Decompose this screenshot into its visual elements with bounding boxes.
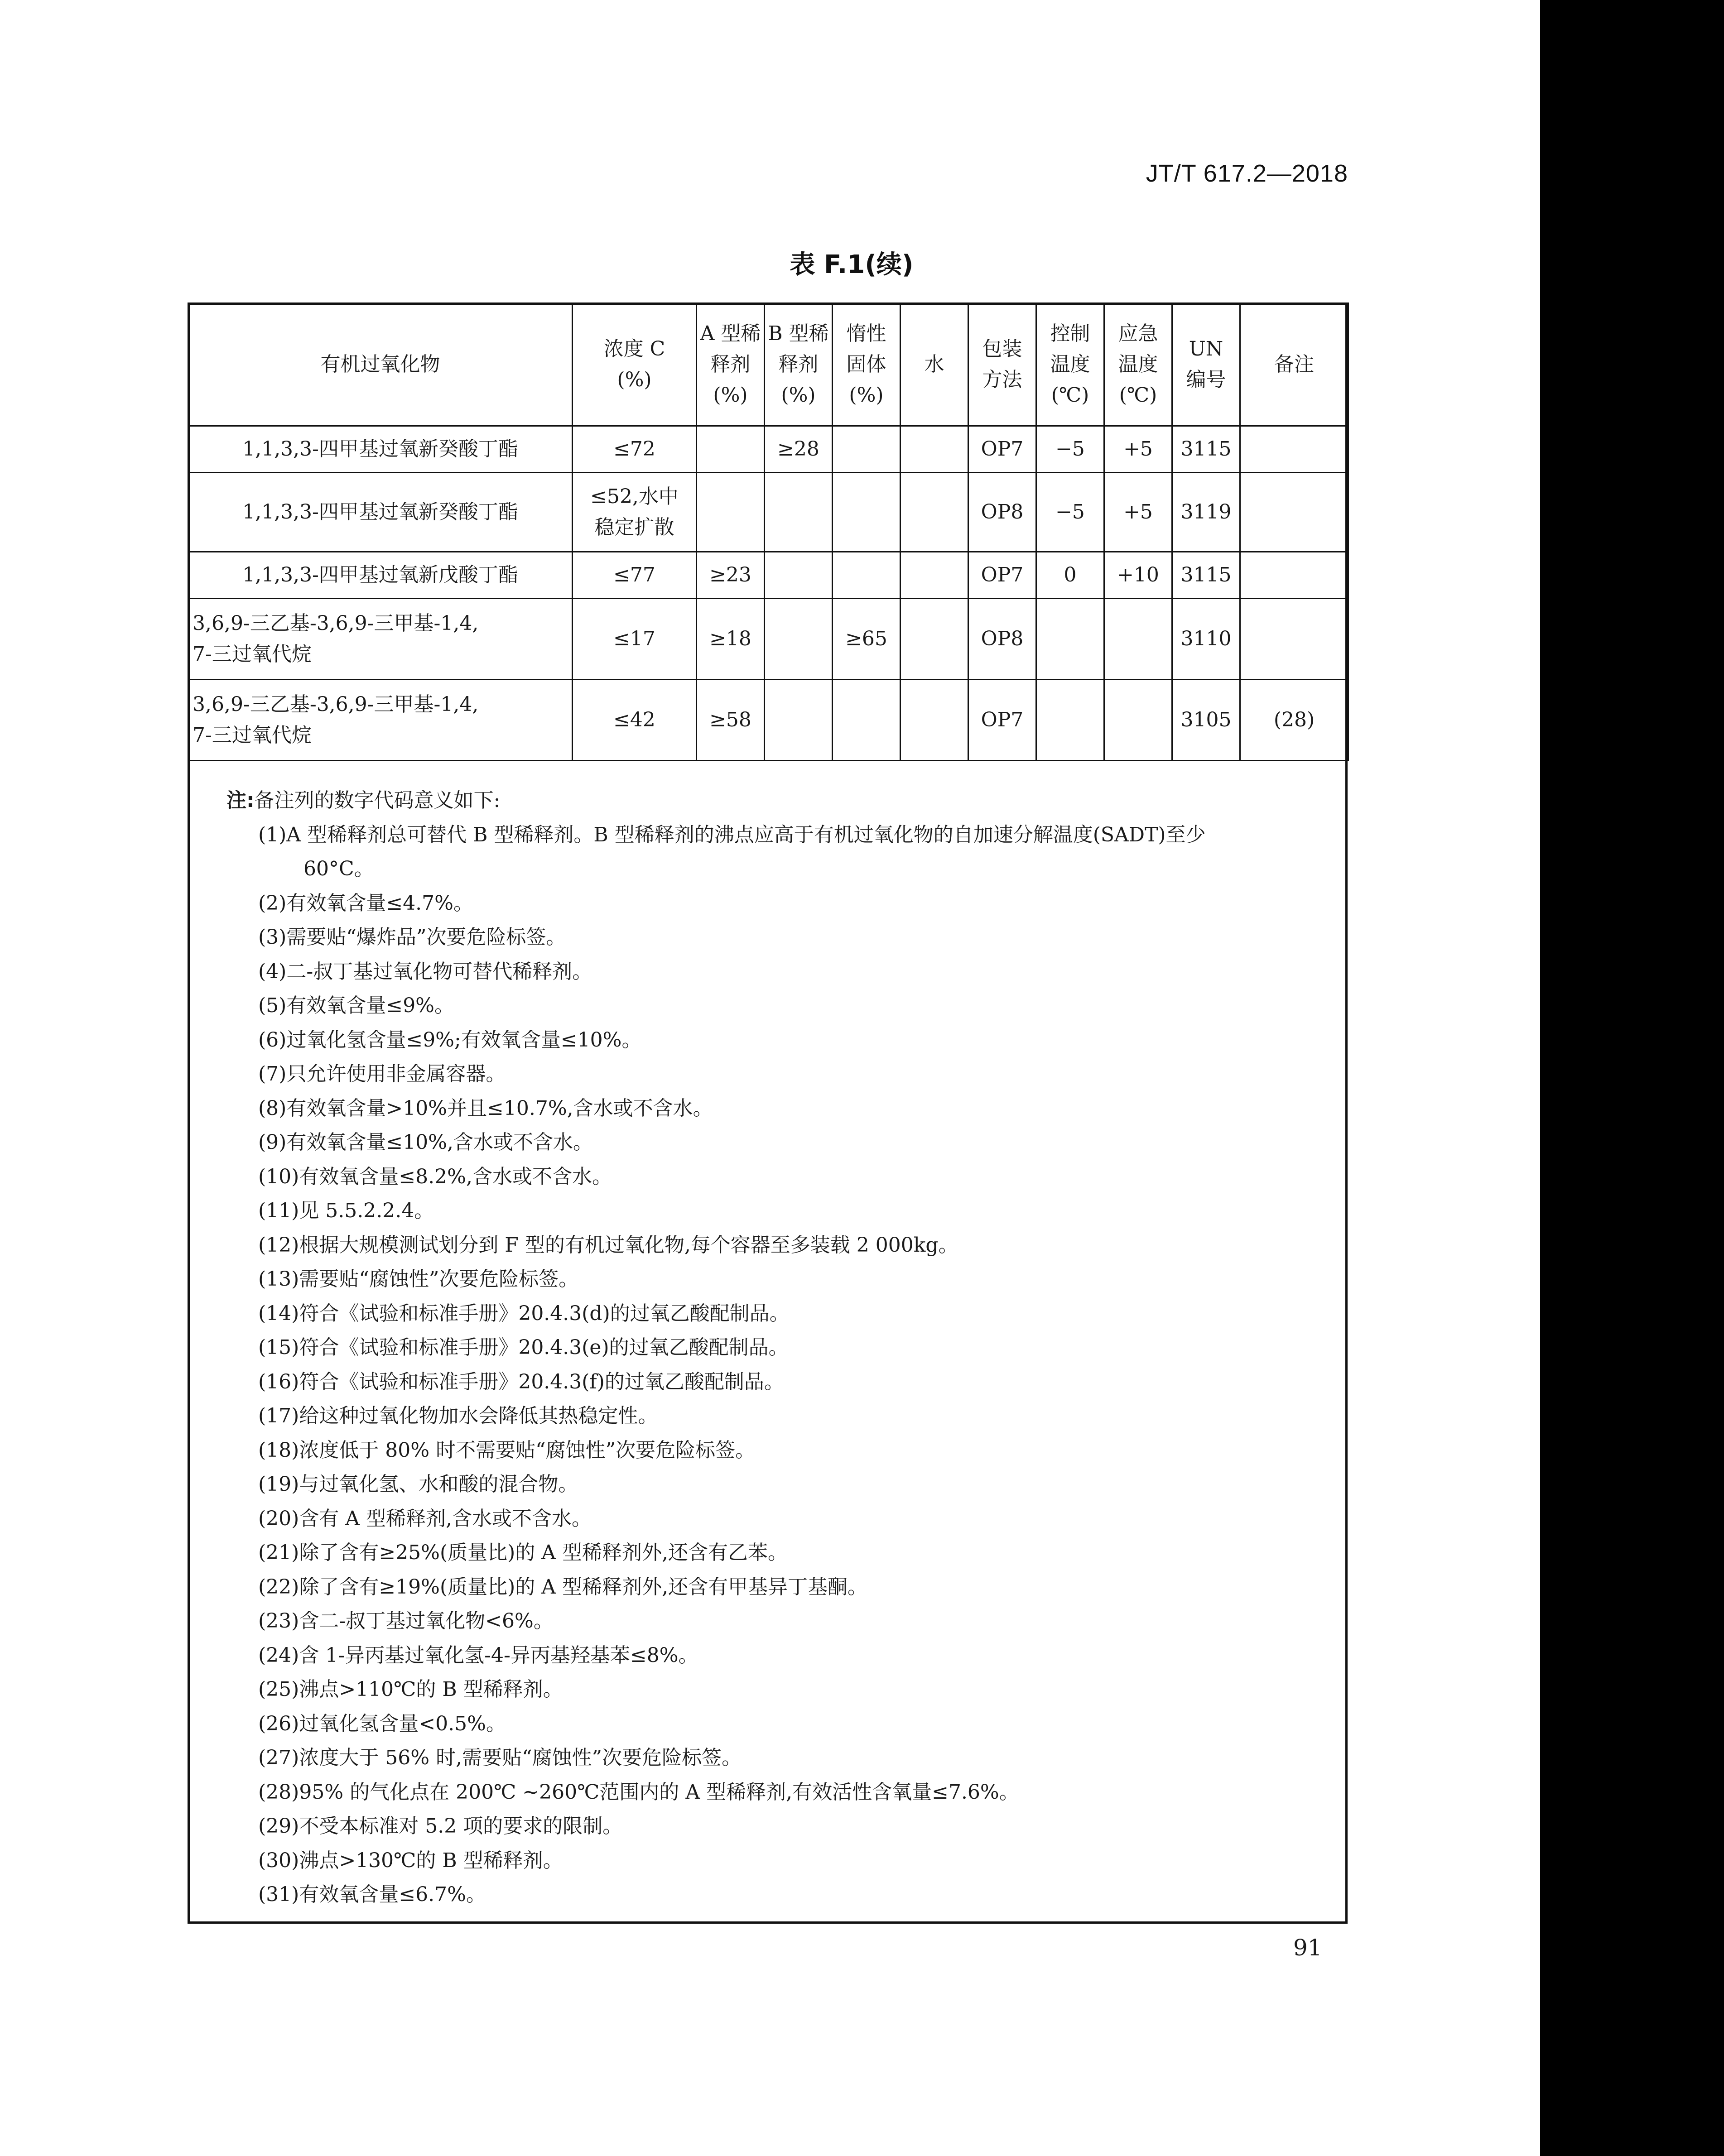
header-inert-solid-line: 惰性 [846,322,886,345]
cell-control-temp: −5 [1036,473,1104,552]
note-item: (21)除了含有≥25%(质量比)的 A 型稀释剂外,还含有乙苯。 [258,1541,788,1564]
header-diluent-b-line: (%) [781,384,816,407]
notes-header [226,783,1332,818]
note-item: (15)符合《试验和标准手册》20.4.3(e)的过氧乙酸配制品。 [258,1336,789,1359]
cell-inert-solid: ≥65 [833,599,901,680]
note-item: (29)不受本标准对 5.2 项的要求的限制。 [258,1815,623,1838]
header-packing-method-line: 包装 [982,337,1022,360]
notes-section [226,783,1332,1912]
cell-emergency-temp: +5 [1104,426,1172,473]
header-packing-method-line: 方法 [982,368,1022,391]
note-item: (23)含二-叔丁基过氧化物<6%。 [258,1609,554,1633]
note-item: (13)需要贴“腐蚀性”次要危险标签。 [258,1268,579,1291]
note-item: (11)见 5.5.2.2.4。 [258,1199,434,1222]
header-diluent-a-line: 释剂 [710,352,751,376]
cell-remarks: (28) [1240,680,1348,761]
cell-diluent-a: ≥18 [697,599,765,680]
cell-organic-peroxide-line: 7-三过氧代烷 [193,643,312,666]
note-item: (24)含 1-异丙基过氧化氢-4-异丙基羟基苯≤8%。 [258,1643,698,1667]
cell-control-temp: 0 [1036,552,1104,599]
cell-organic-peroxide-line: 3,6,9-三乙基-3,6,9-三甲基-1,4, [193,692,479,716]
header-control-temp-line: (℃) [1051,384,1089,407]
cell-packing-method: OP7 [968,552,1036,599]
cell-organic-peroxide-line: 3,6,9-三乙基-3,6,9-三甲基-1,4, [193,611,479,635]
note-item: (19)与过氧化氢、水和酸的混合物。 [258,1473,578,1496]
header-organic-peroxide-line: 有机过氧化物 [320,352,440,376]
note-item: (1)A 型稀释剂总可替代 B 型稀释剂。B 型稀释剂的沸点应高于有机过氧化物的自加速分解温度(SADT)至少 [258,823,1206,846]
note-item: (27)浓度大于 56% 时,需要贴“腐蚀性”次要危险标签。 [258,1746,742,1769]
page-edge-band [1540,0,1724,2156]
note-item: (25)沸点>110℃的 B 型稀释剂。 [258,1678,563,1701]
note-item: (18)浓度低于 80% 时不需要贴“腐蚀性”次要危险标签。 [258,1438,756,1462]
note-item: (30)沸点>130℃的 B 型稀释剂。 [258,1849,563,1872]
note-item: (7)只允许使用非金属容器。 [258,1062,506,1085]
cell-un-number: 3115 [1172,426,1240,473]
header-emergency-temp-line: (℃) [1119,384,1157,407]
notes-list [226,818,1332,1912]
note-item: (16)符合《试验和标准手册》20.4.3(f)的过氧乙酸配制品。 [258,1370,784,1393]
note-item: (20)含有 A 型稀释剂,含水或不含水。 [258,1507,592,1530]
note-item: (26)过氧化氢含量<0.5%。 [258,1712,506,1735]
note-item: (3)需要贴“爆炸品”次要危险标签。 [258,926,566,949]
header-water-line: 水 [924,352,944,376]
header-control-temp-line: 控制 [1050,322,1090,345]
cell-packing-method: OP8 [968,599,1036,680]
page-number: 91 [1293,1935,1322,1961]
cell-packing-method: OP8 [968,473,1036,552]
note-item: (14)符合《试验和标准手册》20.4.3(d)的过氧乙酸配制品。 [258,1301,790,1325]
header-diluent-a-line: (%) [713,384,748,407]
header-diluent-a-line: A 型稀 [700,322,761,345]
header-remarks-line: 备注 [1274,352,1314,376]
note-item: (31)有效氧含量≤6.7%。 [258,1883,486,1906]
cell-emergency-temp: +10 [1104,552,1172,599]
cell-control-temp: −5 [1036,426,1104,473]
cell-emergency-temp: +5 [1104,473,1172,552]
cell-concentration-line: ≤52,水中 [590,485,679,508]
standard-code: JT/T 617.2—2018 [1146,160,1348,187]
cell-packing-method: OP7 [968,426,1036,473]
note-item-continuation: 60°C。 [303,857,374,880]
cell-un-number: 3105 [1172,680,1240,761]
note-item: (10)有效氧含量≤8.2%,含水或不含水。 [258,1165,612,1188]
cell-concentration-line: ≤72 [613,437,655,461]
header-emergency-temp-line: 温度 [1118,352,1158,376]
note-item: (22)除了含有≥19%(质量比)的 A 型稀释剂外,还含有甲基异丁基酮。 [258,1575,868,1599]
cell-packing-method: OP7 [968,680,1036,761]
note-item: (2)有效氧含量≤4.7%。 [258,891,473,915]
cell-concentration-line: 稳定扩散 [594,516,674,539]
cell-un-number: 3115 [1172,552,1240,599]
header-emergency-temp-line: 应急 [1118,322,1158,345]
note-item: (9)有效氧含量≤10%,含水或不含水。 [258,1131,593,1154]
cell-organic-peroxide-line: 1,1,3,3-四甲基过氧新癸酸丁酯 [242,500,518,523]
note-item: (17)给这种过氧化物加水会降低其热稳定性。 [258,1404,658,1427]
header-control-temp-line: 温度 [1050,352,1090,376]
cell-diluent-b: ≥28 [765,426,833,473]
cell-un-number: 3119 [1172,473,1240,552]
cell-concentration-line: ≤77 [613,563,655,586]
cell-organic-peroxide-line: 1,1,3,3-四甲基过氧新戊酸丁酯 [242,563,518,586]
note-item: (8)有效氧含量>10%并且≤10.7%,含水或不含水。 [258,1096,713,1120]
cell-organic-peroxide-line: 7-三过氧代烷 [193,724,312,747]
cell-concentration-line: ≤42 [613,708,655,731]
cell-concentration-line: ≤17 [613,627,655,650]
cell-organic-peroxide-line: 1,1,3,3-四甲基过氧新癸酸丁酯 [242,437,518,461]
cell-diluent-a: ≥23 [697,552,765,599]
cell-un-number: 3110 [1172,599,1240,680]
notes-header-text: 备注列的数字代码意义如下: [254,789,501,812]
note-item: (6)过氧化氢含量≤9%;有效氧含量≤10%。 [258,1028,642,1052]
header-diluent-b-line: B 型稀 [768,322,829,345]
header-concentration-line: (%) [617,368,652,391]
header-inert-solid-line: 固体 [846,352,886,376]
note-item: (4)二-叔丁基过氧化物可替代稀释剂。 [258,960,592,983]
cell-diluent-a: ≥58 [697,680,765,761]
notes-lead: 注: [226,789,255,812]
header-diluent-b-line: 释剂 [778,352,819,376]
note-item: (5)有效氧含量≤9%。 [258,994,454,1017]
note-item: (12)根据大规模测试划分到 F 型的有机过氧化物,每个容器至多装载 2 000kg。 [258,1233,958,1257]
header-inert-solid-line: (%) [849,384,884,407]
note-item: (28)95% 的气化点在 200℃ ~260℃范围内的 A 型稀释剂,有效活性含氧量≤7.6%。 [258,1780,1019,1804]
header-un-number-line: 编号 [1186,368,1226,391]
header-un-number-line: UN [1189,337,1223,360]
header-concentration-line: 浓度 C [603,337,665,360]
table-title: 表 F.1(续) [790,250,914,279]
